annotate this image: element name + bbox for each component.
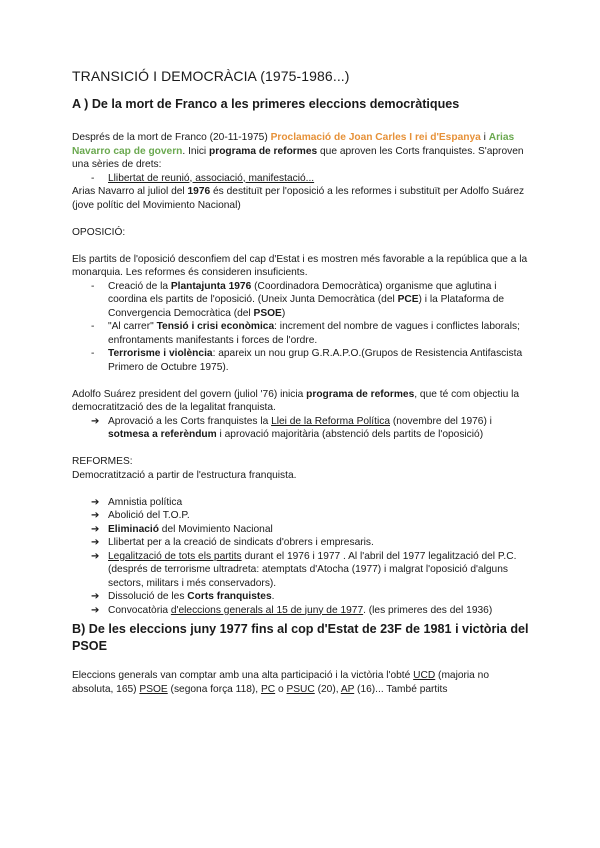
list-item: ➔ Legalització de tots els partits durant el 1976 i 1977 . Al l'abril del 1977 legalització del P.C. (després de terrorisme ultradreta: atemptats d'Atocha (1977) i malgrat l'oposició d'alguns sectors, militars i més conservadors). xyxy=(91,550,517,589)
dash-bullet: - xyxy=(91,280,95,292)
oposicio-label: OPOSICIÓ: xyxy=(72,226,126,238)
section-b-heading: B) De les eleccions juny 1977 fins al cop d'Estat de 23F de 1981 i victòria del PSOE xyxy=(72,622,529,653)
reformes-label: REFORMES: xyxy=(72,456,133,467)
section-a-heading: A ) De la mort de Franco a les primeres eleccions democràtiques xyxy=(72,97,460,111)
list-item: ➔ Abolició del T.O.P. xyxy=(91,510,190,521)
list-item: - Creació de la Plantajunta 1976 (Coordinadora Democràtica) organisme que aglutina i coordina els partits de l'oposició. (Uneix Junta Democràtica (del PCE) i la Plataforma de Convergencia Democràtica (del PSOE) xyxy=(91,280,505,319)
list-item: ➔ Eliminació del Movimiento Nacional xyxy=(91,523,273,535)
highlight-arias-navarro: Arias Navarro cap de govern xyxy=(72,132,515,157)
highlight-proclamation: Proclamació de Joan Carles I rei d'Espanya xyxy=(270,132,481,143)
list-item: - Terrorisme i violència: apareix un nou grup G.R.A.P.O.(Grupos de Resistencia Antifascista Primero de Octubre 1975). xyxy=(91,348,523,373)
arrow-bullet-icon: ➔ xyxy=(91,523,100,535)
arrow-bullet-icon: ➔ xyxy=(91,415,100,427)
arrow-bullet-icon: ➔ xyxy=(91,604,100,616)
list-item: ➔ Dissolució de les Corts franquistes. xyxy=(91,591,275,602)
paragraph-eleccions-1977: Eleccions generals van comptar amb una alta participació i la victòria l'obté UCD (majoria no absoluta, 165) PSOE (segona força 118), PC o PSUC (20), AP (16)... També partits xyxy=(72,670,490,695)
list-item: ➔ Amnistia política xyxy=(91,496,183,508)
paragraph-oposicio: Els partits de l'oposició desconfiem del cap d'Estat i es mostren més favorable a la república que a la monarquia. Les reformes és consideren insuficients. xyxy=(72,253,528,278)
list-item: ➔ Convocatòria d'eleccions generals al 15 de juny de 1977. (les primeres des del 1936) xyxy=(91,604,493,616)
list-item: - "Al carrer" Tensió i crisi econòmica: increment del nombre de vagues i conflictes laborals; enfrontaments manifestants i forces de l'ordre. xyxy=(91,321,520,346)
dash-bullet: - xyxy=(91,348,95,359)
paragraph-arias-navarro: Arias Navarro al juliol del 1976 és destituït per l'oposició a les reformes i substituït per Adolfo Suárez (jove polític del Movimiento Nacional) xyxy=(72,186,525,211)
arrow-bullet-icon: ➔ xyxy=(91,591,100,602)
list-item: - Llibertat de reunió, associació, manifestació... xyxy=(91,172,315,184)
document-page xyxy=(72,68,532,696)
page-title: TRANSICIÓ I DEMOCRÀCIA (1975-1986...) xyxy=(72,68,350,84)
list-item: ➔ Llibertat per a la creació de sindicats d'obrers i empresaris. xyxy=(91,537,374,548)
paragraph-adolfo-suarez: Adolfo Suárez president del govern (juliol '76) inicia programa de reformes, que té com objectiu la democratització des de la legalitat franquista. xyxy=(72,388,520,413)
list-item: ➔ Aprovació a les Corts franquistes la Llei de la Reforma Política (novembre del 1976) i sotmesa a referèndum i aprovació majoritària (abstenció dels partits de l'oposició) xyxy=(91,415,492,440)
arrow-bullet-icon: ➔ xyxy=(91,496,100,508)
dash-bullet: - xyxy=(91,172,95,184)
reformes-intro: Democratització a partir de l'estructura franquista. xyxy=(72,469,297,481)
arrow-bullet-icon: ➔ xyxy=(91,510,100,521)
arrow-bullet-icon: ➔ xyxy=(91,550,100,562)
arrow-bullet-icon: ➔ xyxy=(91,537,100,548)
paragraph-franco-death: Després de la mort de Franco (20-11-1975) Proclamació de Joan Carles I rei d'Espanya i Arias Navarro cap de govern. Inici programa de reformes que aproven les Corts franquistes. S'aproven una sèries de drets: xyxy=(72,132,524,170)
dash-bullet: - xyxy=(91,321,95,332)
